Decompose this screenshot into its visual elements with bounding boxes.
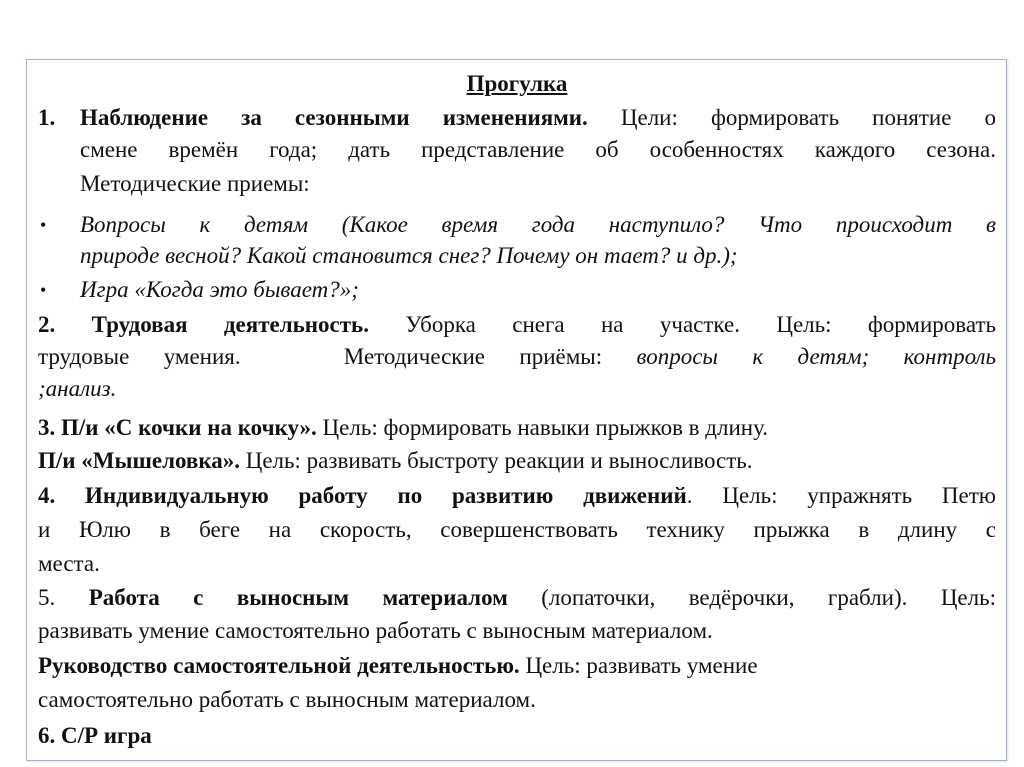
bold-text: 3. П/и «С кочки на кочку». (38, 415, 317, 440)
text-line (38, 686, 996, 714)
list-number: 1. (38, 105, 56, 130)
text: Цели: формировать понятие о (587, 105, 996, 130)
text-line (38, 516, 996, 544)
text-line (80, 104, 996, 132)
text: самостоятельно работать с выносным материалом. (38, 687, 536, 712)
italic-text: Вопросы к детям (Какое время года наступило? Что происходит в (80, 212, 996, 237)
bold-text: 2. Трудовая деятельность. (38, 312, 369, 337)
italic-text: Игра «Когда это бывает?»; (80, 277, 359, 302)
text-line (38, 343, 996, 371)
text: Методические приемы: (80, 171, 310, 196)
bullet-icon: • (40, 215, 47, 235)
text-line (38, 447, 996, 475)
text: смене времён года; дать представление об особенностях каждого сезона. (80, 137, 996, 162)
text-line (38, 414, 996, 442)
text-line (38, 375, 996, 403)
text: Цель: формировать навыки прыжков в длину. (316, 415, 769, 440)
text: места. (38, 551, 100, 576)
text-line (38, 652, 996, 680)
text-line (80, 211, 996, 239)
bold-text: Руководство самостоятельной деятельностью. (38, 653, 520, 678)
text: . Цель: упражнять Петю (686, 483, 996, 508)
bold-text: Наблюдение за сезонными изменениями. (80, 105, 588, 130)
text-line (38, 311, 996, 339)
italic-text: ;анализ. (38, 376, 117, 401)
text-line (80, 136, 996, 164)
bold-text: Работа с выносным материалом (88, 585, 508, 610)
bullet-icon: • (40, 280, 47, 300)
text-line (80, 242, 996, 270)
text-line (38, 584, 996, 612)
text: (лопаточки, ведёрочки, грабли). Цель: (507, 585, 996, 610)
text: Цель: развивать умение (519, 653, 758, 678)
text: трудовые умения. Методические приёмы: (38, 344, 637, 369)
text-line (80, 276, 996, 304)
text: развивать умение самостоятельно работать с выносным материалом. (38, 618, 713, 643)
text-line (38, 550, 996, 578)
text: 5. (38, 585, 89, 610)
bold-text: П/и «Мышеловка». (38, 448, 240, 473)
text: Цель: развивать быстроту реакции и выносливость. (239, 448, 753, 473)
italic-text: вопросы к детям; контроль (636, 344, 996, 369)
text: и Юлю в беге на скорость, совершенствовать технику прыжка в длину с (38, 517, 996, 542)
text-line (38, 482, 996, 510)
bold-text: 6. С/Р игра (38, 723, 152, 748)
document-title: Прогулка (466, 71, 568, 96)
text-line (38, 617, 996, 645)
bold-text: 4. Индивидуальную работу по развитию движений (38, 483, 687, 508)
text: Уборка снега на участке. Цель: формировать (368, 312, 997, 337)
text-line (80, 170, 996, 198)
italic-text: природе весной? Какой становится снег? Почему он тает? и др.); (80, 243, 738, 268)
text-line (38, 722, 996, 750)
